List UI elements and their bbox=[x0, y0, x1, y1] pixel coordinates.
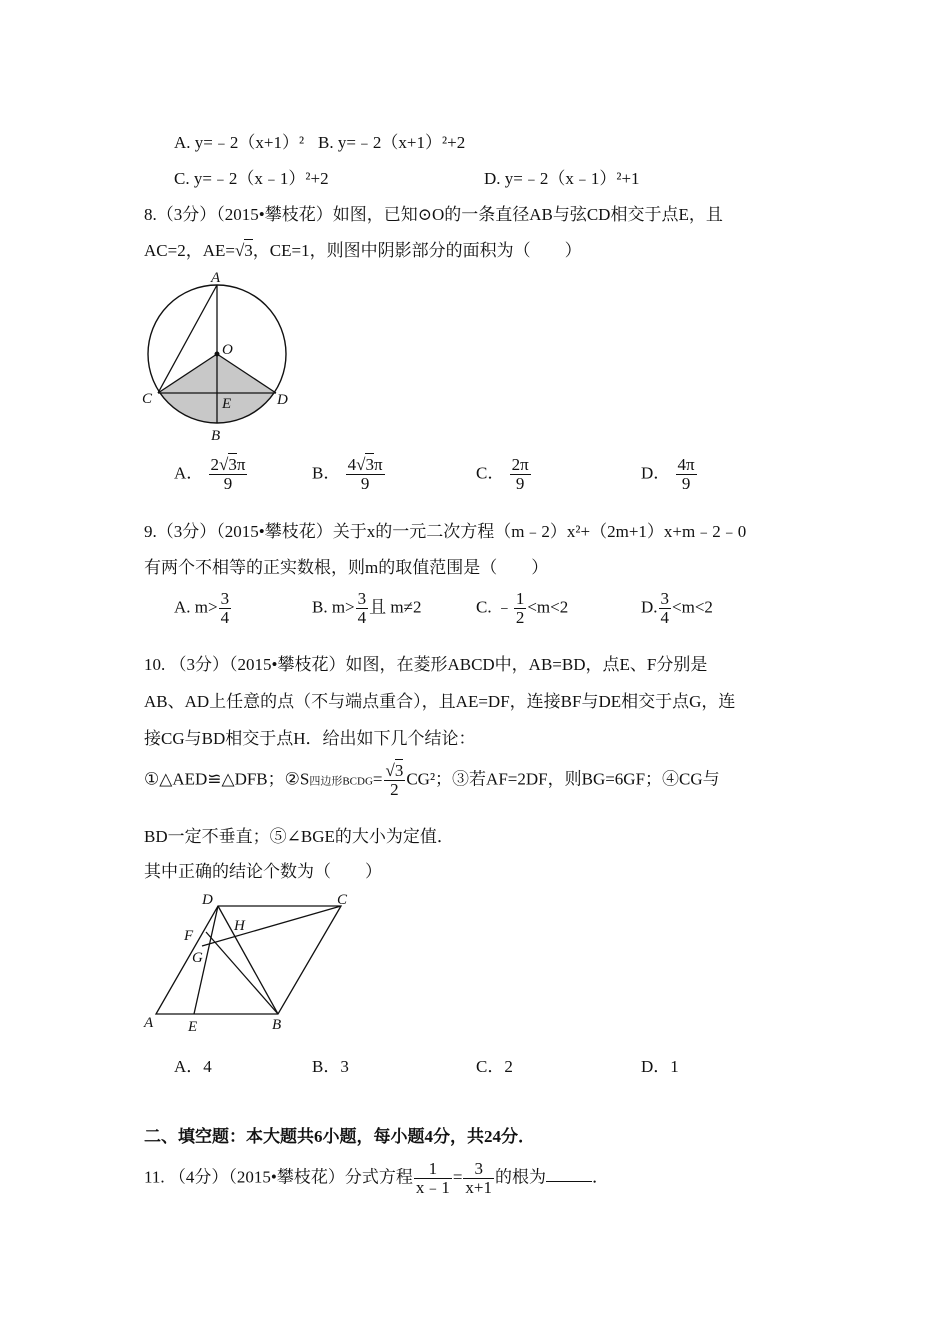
q9-c-den: 2 bbox=[515, 607, 525, 627]
q10-line4-rad: 3 bbox=[394, 761, 404, 780]
q8-d-num: 4π bbox=[677, 455, 695, 474]
q8-option-c-fraction bbox=[510, 456, 531, 493]
q9-option-b bbox=[312, 590, 421, 627]
q9-a-pre: A. m> bbox=[174, 597, 218, 617]
q10-label-d: D bbox=[202, 892, 213, 908]
q7-option-d: D. y=﹣2（x﹣1）²+1 bbox=[484, 169, 640, 188]
q11-f2-num: 3 bbox=[463, 1160, 494, 1179]
q8-label-c: C bbox=[142, 391, 153, 407]
q11-f1-num: 1 bbox=[414, 1160, 452, 1179]
q8-b-coef: 4 bbox=[347, 455, 357, 474]
q8-option-d-fraction bbox=[676, 456, 697, 493]
q10-label-h: H bbox=[234, 918, 245, 934]
q9-option-c bbox=[476, 590, 568, 627]
q9-c-post: <m<2 bbox=[527, 597, 569, 617]
q8-option-d-label: D． bbox=[641, 463, 671, 483]
q9-text-line2: 有两个不相等的正实数根，则m的取值范围是（ ） bbox=[144, 558, 549, 577]
q11-answer-blank[interactable] bbox=[546, 1167, 592, 1182]
q8-center-dot bbox=[215, 352, 220, 357]
q8-label-b: B bbox=[211, 428, 221, 444]
q10-segment-cg bbox=[202, 906, 341, 946]
q8-b-den: 9 bbox=[360, 473, 370, 493]
q9-d-den: 4 bbox=[660, 607, 670, 627]
q10-text-line1: 10. （3分）（2015•攀枝花）如图，在菱形ABCD中，AB=BD，点E、F分别是 bbox=[144, 655, 708, 674]
q10-option-d: D．1 bbox=[641, 1057, 679, 1076]
q9-text-line1: 9.（3分）（2015•攀枝花）关于x的一元二次方程（m﹣2）x²+（2m+1）x+m﹣2﹣0 bbox=[144, 522, 747, 541]
q9-d-pre: D. bbox=[641, 597, 658, 617]
q10-line4-fraction: $\frac{√3}{2}$ bbox=[385, 761, 404, 799]
q10-line4-post: CG²；③若AF=2DF，则BG=6GF；④CG与 bbox=[406, 769, 720, 789]
q10-label-a: A bbox=[144, 1015, 154, 1031]
q10-label-b: B bbox=[272, 1017, 282, 1033]
q9-d-post: <m<2 bbox=[672, 597, 713, 617]
q8-circle-figure bbox=[140, 266, 300, 446]
q8-d-den: 9 bbox=[681, 473, 691, 493]
q8-option-a bbox=[174, 456, 248, 493]
q8-a-coef: 2 bbox=[210, 455, 220, 474]
q11-pre: 11. （4分）（2015•攀枝花）分式方程 bbox=[144, 1167, 413, 1187]
q10-label-f: F bbox=[184, 928, 194, 944]
q9-b-den: 4 bbox=[357, 607, 367, 627]
q9-option-a bbox=[174, 590, 232, 627]
q9-c-num: 1 bbox=[515, 589, 525, 608]
q8-label-e: E bbox=[222, 396, 232, 412]
q10-text-line3: 接CG与BD相交于点H．给出如下几个结论： bbox=[144, 729, 476, 748]
q8-text-line2 bbox=[144, 236, 582, 261]
q8-b-rad: 3 bbox=[365, 455, 374, 474]
q11-post: 的根为 bbox=[495, 1167, 547, 1187]
q10-label-g: G bbox=[192, 950, 203, 966]
q9-b-pre: B. m> bbox=[312, 597, 355, 617]
q9-a-den: 4 bbox=[220, 607, 230, 627]
q9-d-fraction bbox=[659, 590, 672, 627]
q10-option-b: B．3 bbox=[312, 1057, 349, 1076]
q11-end: ． bbox=[592, 1167, 610, 1187]
q10-line4-eq: = bbox=[372, 769, 383, 789]
q8-option-b bbox=[312, 456, 386, 493]
q9-c-fraction bbox=[514, 590, 527, 627]
q10-segment-bf bbox=[206, 932, 278, 1014]
q9-c-pre: C. ﹣ bbox=[476, 597, 513, 617]
q10-text-line5: BD一定不垂直；⑤∠BGE的大小为定值． bbox=[144, 827, 454, 846]
q8-option-c-label: C． bbox=[476, 463, 505, 483]
q10-diagonal-bd bbox=[218, 906, 278, 1014]
q9-a-num: 3 bbox=[220, 589, 230, 608]
q8-a-den: 9 bbox=[223, 473, 233, 493]
q10-text-line4 bbox=[144, 762, 720, 799]
q9-a-fraction bbox=[219, 590, 232, 627]
q8-label-d: D bbox=[277, 392, 288, 408]
q7-option-b: B. y=﹣2（x+1）²+2 bbox=[318, 133, 466, 152]
q11-fraction-2 bbox=[463, 1160, 494, 1197]
q10-option-c: C．2 bbox=[476, 1057, 513, 1076]
q10-line4-subscript: 四边形BCDG bbox=[309, 775, 373, 788]
q8-c-den: 9 bbox=[515, 473, 525, 493]
q8-b-pi: π bbox=[373, 455, 383, 474]
q8-option-b-label: B． bbox=[312, 463, 341, 483]
q8-text-line2b: ，CE=1，则图中阴影部分的面积为（ ） bbox=[252, 241, 582, 260]
q9-d-num: 3 bbox=[660, 589, 670, 608]
q10-line4-den: 2 bbox=[390, 779, 399, 799]
q8-option-d bbox=[641, 456, 698, 493]
q8-a-rad: 3 bbox=[228, 455, 237, 474]
q10-label-e: E bbox=[188, 1019, 198, 1035]
q10-text-line6: 其中正确的结论个数为（ ） bbox=[144, 862, 382, 881]
q7-option-c: C. y=﹣2（x﹣1）²+2 bbox=[174, 169, 329, 188]
q10-line4-pre: ①△AED≌△DFB；②S bbox=[144, 769, 310, 789]
sqrt-symbol: √ bbox=[234, 241, 245, 260]
q9-b-fraction bbox=[356, 590, 369, 627]
q8-option-b-fraction: $\frac{4√3\pi}{9}$ bbox=[347, 455, 383, 493]
q8-option-c bbox=[476, 456, 532, 493]
q8-option-a-fraction: $\frac{2√3\pi}{9}$ bbox=[210, 455, 246, 493]
q11-f2-den: x+1 bbox=[465, 1177, 493, 1197]
q9-b-post: 且 m≠2 bbox=[369, 597, 422, 617]
q9-b-num: 3 bbox=[357, 589, 367, 608]
q8-label-a: A bbox=[211, 270, 221, 286]
q10-option-a: A．4 bbox=[174, 1057, 212, 1076]
q8-c-num: 2π bbox=[511, 455, 529, 474]
q11-fraction-1 bbox=[414, 1160, 452, 1197]
q8-sqrt3: 3 bbox=[244, 241, 253, 260]
q11-f1-den: x﹣1 bbox=[415, 1177, 450, 1197]
q7-option-a: A. y=﹣2（x+1）² bbox=[174, 133, 305, 152]
section-2-heading: 二、填空题：本大题共6小题，每小题4分，共24分． bbox=[144, 1127, 535, 1146]
q8-label-o: O bbox=[222, 342, 233, 358]
q10-text-line2: AB、AD上任意的点（不与端点重合），且AE=DF，连接BF与DE相交于点G，连 bbox=[144, 692, 736, 711]
q8-text-line2a: AC=2，AE= bbox=[144, 241, 235, 260]
q8-text-line1: 8.（3分）（2015•攀枝花）如图，已知⊙O的一条直径AB与弦CD相交于点E，且 bbox=[144, 205, 723, 224]
q11-text bbox=[144, 1160, 609, 1197]
q11-eq: = bbox=[452, 1167, 463, 1187]
q9-option-d bbox=[641, 590, 713, 627]
q8-option-a-label: A． bbox=[174, 463, 204, 483]
q10-label-c: C bbox=[337, 892, 348, 908]
q8-a-pi: π bbox=[236, 455, 246, 474]
q10-rhombus-figure bbox=[138, 886, 358, 1036]
